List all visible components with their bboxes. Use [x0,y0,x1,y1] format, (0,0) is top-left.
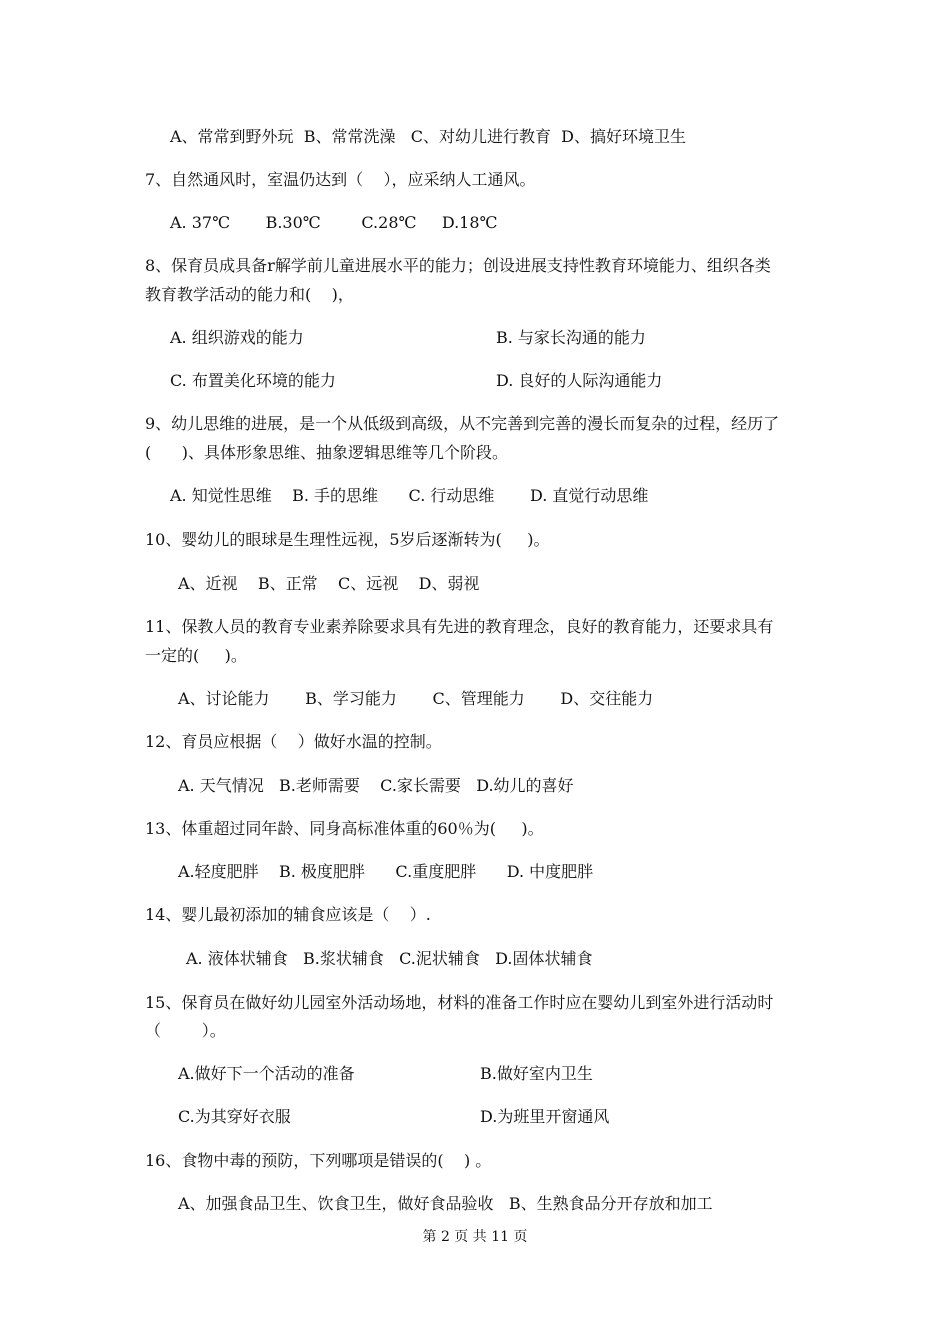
q15-option-c: C.为其穿好衣服 [178,1107,291,1126]
q16-stem: 16、食物中毒的预防，下列哪项是错误的( ) 。 [145,1151,492,1170]
q12-options: A. 天气情况 B.老师需要 C.家长需要 D.幼儿的喜好 [178,776,574,795]
q15-stem-line-1: 15、保育员在做好幼儿园室外活动场地，材料的准备工作时应在婴幼儿到室外进行活动时 [145,993,774,1012]
q11-options: A、讨论能力 B、学习能力 C、管理能力 D、交往能力 [178,689,654,708]
q8-stem-line-1: 8、保育员成具备r解学前儿童进展水平的能力；创设进展支持性教育环境能力、组织各类 [145,256,771,275]
q10-options: A、近视 B、正常 C、远视 D、弱视 [178,574,480,593]
q16-options: A、加强食品卫生、饮食卫生，做好食品验收 B、生熟食品分开存放和加工 [178,1194,713,1213]
q15-option-d: D.为班里开窗通风 [480,1107,610,1126]
q8-option-c: C. 布置美化环境的能力 [170,371,336,390]
q8-option-b: B. 与家长沟通的能力 [496,328,646,347]
q8-option-d: D. 良好的人际沟通能力 [496,371,663,390]
q7-options: A. 37℃ B.30℃ C.28℃ D.18℃ [170,213,498,232]
q15-option-b: B.做好室内卫生 [480,1064,593,1083]
q13-stem: 13、体重超过同年龄、同身高标准体重的60％为( )。 [145,819,544,838]
q9-stem-line-2: ( )、具体形象思维、抽象逻辑思维等几个阶段。 [145,443,509,462]
q12-stem: 12、育员应根据（ ）做好水温的控制。 [145,732,442,751]
q9-stem-line-1: 9、幼儿思维的进展，是一个从低级到高级，从不完善到完善的漫长而复杂的过程，经历了 [145,414,780,433]
q14-options: A. 液体状辅食 B.浆状辅食 C.泥状辅食 D.固体状辅食 [186,949,593,968]
q15-stem-line-2: （ ）。 [145,1021,226,1040]
q8-option-a: A. 组织游戏的能力 [170,328,304,347]
q6-options: A、常常到野外玩 B、常常洗澡 C、对幼儿进行教育 D、搞好环境卫生 [170,127,686,146]
q10-stem: 10、婴幼儿的眼球是生理性远视，5岁后逐渐转为( )。 [145,530,550,549]
q9-options: A. 知觉性思维 B. 手的思维 C. 行动思维 D. 直觉行动思维 [170,486,649,505]
page-footer: 第 2 页 共 11 页 [422,1229,528,1245]
q7-stem: 7、自然通风时，室温仍达到（ ），应采纳人工通风。 [145,170,536,189]
q14-stem: 14、婴儿最初添加的辅食应该是（ ）. [145,905,431,924]
q13-options: A.轻度肥胖 B. 极度肥胖 C.重度肥胖 D. 中度肥胖 [178,862,594,881]
q15-option-a: A.做好下一个活动的准备 [178,1064,355,1083]
q8-stem-line-2: 教育教学活动的能力和( )， [145,285,354,304]
q11-stem-line-2: 一定的( )。 [145,646,247,665]
q11-stem-line-1: 11、保教人员的教育专业素养除要求具有先进的教育理念，良好的教育能力，还要求具有 [145,617,774,636]
